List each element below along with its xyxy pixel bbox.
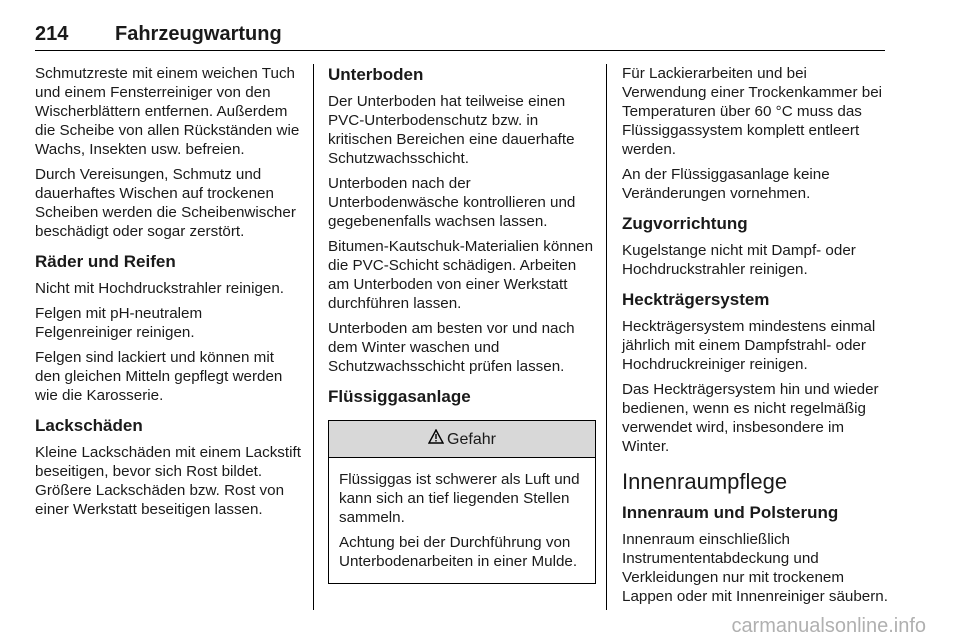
section-heading-hecktraeger: Heckträgersystem — [622, 290, 770, 309]
column-divider — [606, 64, 607, 610]
paragraph: Das Heckträgersystem hin und wieder bedienen, wenn es nicht regelmäßig verwendet wird, insbesondere im Winter. — [622, 381, 879, 455]
section-heading-zugvorrichtung: Zugvorrichtung — [622, 214, 748, 233]
paragraph: Bitumen-Kautschuk-Materialien können die PVC-Schicht schädigen. Arbeiten am Unterboden von einer Werkstatt durchführen lassen. — [328, 238, 594, 312]
paragraph: Innenraum einschließlich Instrumententabdeckung und Verkleidungen nur mit trockenem Lappen oder mit Innenreiniger säubern. — [622, 531, 888, 605]
warning-box — [328, 420, 596, 584]
paragraph: Kleine Lackschäden mit einem Lackstift beseitigen, bevor sich Rost bildet. Größere Lackschäden bzw. Rost von einer Werkstatt beseitigen lassen. — [35, 444, 301, 518]
watermark: carmanualsonline.info — [731, 615, 926, 637]
paragraph: Der Unterboden hat teilweise einen PVC-Unterbodenschutz bzw. in kritischen Bereichen eine dauerhafte Schutzwachsschicht. — [328, 93, 575, 167]
column-left — [35, 64, 303, 525]
warning-header — [329, 421, 595, 458]
section-heading-unterboden: Unterboden — [328, 65, 424, 84]
paragraph: Schmutzreste mit einem weichen Tuch und einem Fensterreiniger von den Wischerblättern entfernen. Außerdem die Scheibe von allen Rückständen wie Wachs, Insekten usw. befreien. — [35, 65, 300, 158]
section-heading-polsterung: Innenraum und Polsterung — [622, 503, 839, 522]
chapter-title: Fahrzeugwartung — [115, 23, 282, 45]
column-middle — [328, 64, 596, 584]
paragraph: Nicht mit Hochdruckstrahler reinigen. — [35, 280, 284, 297]
section-heading-lack: Lackschäden — [35, 416, 143, 435]
paragraph: Unterboden nach der Unterbodenwäsche kontrollieren und gegebenenfalls wachsen lassen. — [328, 175, 576, 230]
paragraph: Heckträgersystem mindestens einmal jährlich mit einem Dampfstrahl- oder Hochdruckreiniger reinigen. — [622, 318, 876, 373]
column-divider — [313, 64, 314, 610]
paragraph: Unterboden am besten vor und nach dem Winter waschen und Schutzwachsschicht prüfen lassen. — [328, 320, 575, 375]
section-heading-raeder: Räder und Reifen — [35, 252, 176, 271]
paragraph: Durch Vereisungen, Schmutz und dauerhaftes Wischen auf trockenen Scheiben werden die Scheibenwischer beschädigt oder sogar zerstört. — [35, 166, 296, 240]
paragraph: Felgen mit pH-neutralem Felgenreiniger reinigen. — [35, 305, 203, 341]
section-heading-fluessiggas: Flüssiggasanlage — [328, 387, 471, 406]
warning-body — [329, 458, 595, 583]
warning-triangle-icon — [428, 429, 444, 449]
page-number: 214 — [35, 23, 69, 45]
paragraph: An der Flüssiggasanlage keine Veränderungen vornehmen. — [622, 166, 830, 202]
paragraph: Flüssiggas ist schwerer als Luft und kann sich an tief liegenden Stellen sammeln. — [339, 471, 580, 526]
warning-title: Gefahr — [447, 430, 496, 448]
page-header — [35, 20, 885, 51]
paragraph: Für Lackierarbeiten und bei Verwendung einer Trockenkammer bei Temperaturen über 60 °C muss das Flüssiggassystem komplett entleert werden. — [622, 65, 883, 158]
paragraph: Felgen sind lackiert und können mit den gleichen Mitteln gepflegt werden wie die Karosserie. — [35, 349, 283, 404]
paragraph: Kugelstange nicht mit Dampf- oder Hochdruckstrahler reinigen. — [622, 242, 856, 278]
paragraph: Achtung bei der Durchführung von Unterbodenarbeiten in einer Mulde. — [339, 534, 578, 570]
column-right — [622, 64, 892, 612]
chapter-heading-innenraumpflege: Innenraumpflege — [622, 469, 788, 494]
